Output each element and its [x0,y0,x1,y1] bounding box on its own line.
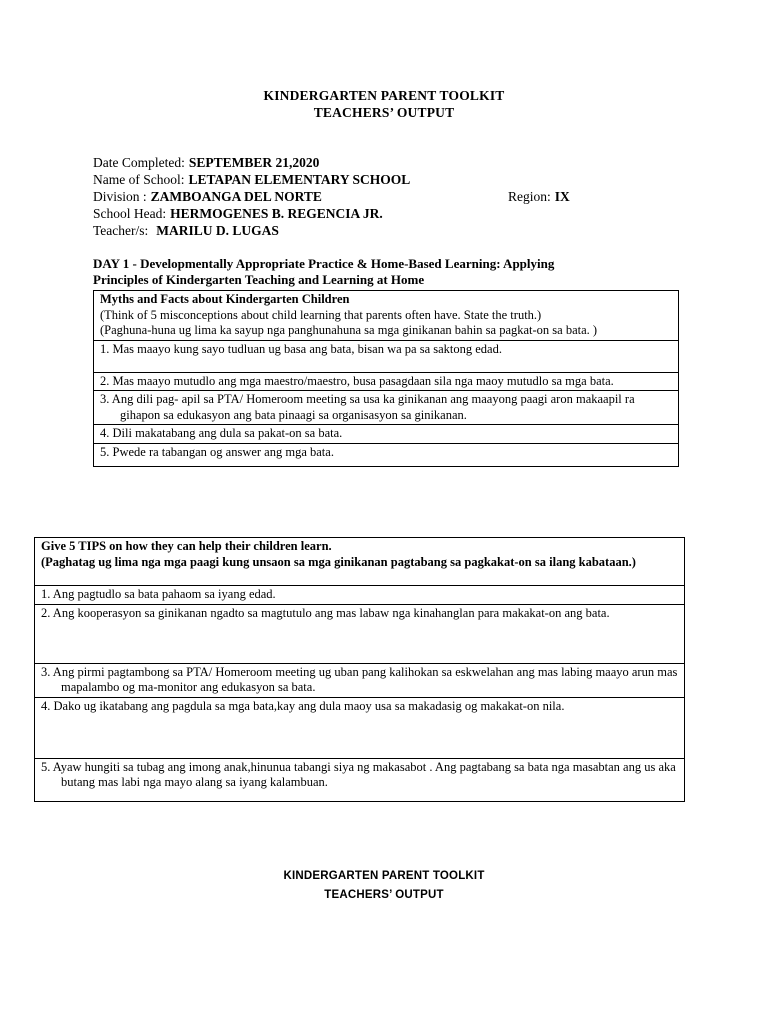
myths-facts-table [93,290,679,467]
table-row [94,391,679,425]
document-title: KINDERGARTEN PARENT TOOLKIT [263,88,505,103]
table-row [35,538,685,586]
date-completed-value: SEPTEMBER 21,2020 [188,155,320,170]
list-item: 5. Ayaw hungiti sa tubag ang imong anak,hinunua tabangi siya ng makasabot . Ang pagtabang sa bata nga masabtan ang us aka butang mas labi nga mayo alang sa iyang kalambuan. [35,758,685,801]
table-row [94,340,679,372]
region-value: IX [554,189,570,204]
list-item: 1. Ang pagtudlo sa bata pahaom sa iyang edad. [35,586,685,605]
region-label: Region: [508,189,551,204]
table-row [35,604,685,663]
day-heading-line-2: Principles of Kindergarten Teaching and Learning at Home [93,272,425,287]
school-name-row [93,172,410,188]
division-label: Division : [93,189,147,204]
list-item: 4. Dako ug ikatabang ang pagdula sa mga bata,kay ang dula maoy usa sa makadasig og makakat-on nila. [35,697,685,758]
school-head-row [93,206,383,222]
list-item: 3. Ang dili pag- apil sa PTA/ Homeroom meeting sa usa ka ginikanan ang maayong paagi aron makaapil ra gihapon sa edukasyon ang bata pinaagi sa organisasyon sa ginikanan. [94,391,679,425]
school-name-label: Name of School: [93,172,185,187]
school-name-value: LETAPAN ELEMENTARY SCHOOL [188,172,411,187]
list-item: 2. Ang kooperasyon sa ginikanan ngadto sa magtutulo ang mas labaw nga kinahanglan para makakat-on ang bata. [35,604,685,663]
school-head-value: HERMOGENES B. REGENCIA JR. [170,206,383,221]
date-completed-row [93,155,319,171]
table-row [94,291,679,341]
date-completed-label: Date Completed: [93,155,185,170]
division-value: ZAMBOANGA DEL NORTE [150,189,322,204]
tips-heading-local: (Paghatag ug lima nga mga paagi kung unsaon sa mga ginikanan pagtabang sa pagkakat-on sa ilang kabataan.) [41,554,636,569]
day-heading [93,256,693,288]
teacher-value: MARILU D. LUGAS [156,223,279,238]
table-row [35,697,685,758]
list-item: 5. Pwede ra tabangan og answer ang mga bata. [94,443,679,466]
table-row [35,663,685,697]
tips-header-cell [35,538,685,586]
teacher-row [93,223,279,239]
list-item: 1. Mas maayo kung sayo tudluan ug basa ang bata, bisan wa pa sa saktong edad. [94,340,679,372]
myths-header-cell [94,291,679,341]
table-row [35,586,685,605]
myths-instruction-local: (Paghuna-huna ug lima ka sayup nga panghunahuna sa mga ginikanan bahin sa pagkat-on sa bata. ) [100,323,598,337]
table-row [35,758,685,801]
table-row [94,372,679,391]
myths-heading: Myths and Facts about Kindergarten Children [100,292,350,306]
table-row [94,443,679,466]
list-item: 3. Ang pirmi pagtambong sa PTA/ Homeroom meeting ug uban pang kalihokan sa eskwelahan ang mas labing maayo arun mas mapalambo og ma-monitor ang edukasyon sa bata. [35,663,685,697]
tips-table [34,537,685,802]
school-head-label: School Head: [93,206,167,221]
day-heading-line-1: DAY 1 - Developmentally Appropriate Practice & Home-Based Learning: Applying [93,256,555,271]
teacher-label: Teacher/s: [93,223,149,238]
document-subtitle: TEACHERS’ OUTPUT [313,105,455,120]
list-item: 4. Dili makatabang ang dula sa pakat-on sa bata. [94,425,679,444]
myths-instruction: (Think of 5 misconceptions about child learning that parents often have. State the truth.) [100,307,542,322]
footer-subtitle: TEACHERS’ OUTPUT [324,889,444,901]
footer-title: KINDERGARTEN PARENT TOOLKIT [283,870,485,882]
division-row [93,189,322,205]
table-row [94,425,679,444]
list-item: 2. Mas maayo mutudlo ang mga maestro/maestro, busa pasagdaan sila nga maoy mutudlo sa mga bata. [94,372,679,391]
region-row [508,189,570,205]
tips-heading: Give 5 TIPS on how they can help their children learn. [41,539,332,553]
